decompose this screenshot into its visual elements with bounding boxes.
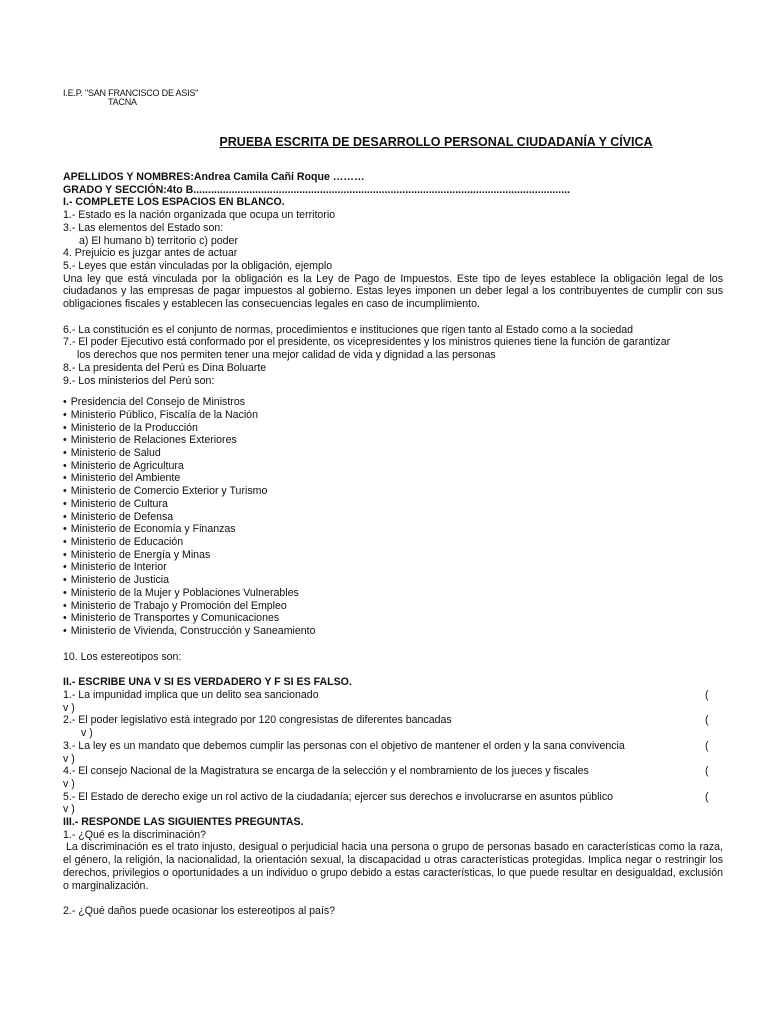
ministries-list <box>63 396 723 637</box>
ministry-item: • Ministerio del Ambiente <box>63 472 723 485</box>
ministry-item: • Ministerio de Transportes y Comunicaciones <box>63 612 723 625</box>
question-3: 3.- Las elementos del Estado son: <box>63 221 224 234</box>
question-7-continued: los derechos que nos permiten tener una mejor calidad de vida y dignidad a las personas <box>77 349 496 362</box>
section2-heading: II.- ESCRIBE UNA V SI ES VERDADERO Y F SI ES FALSO. <box>63 676 352 689</box>
question-6: 6.- La constitución es el conjunto de normas, procedimientos e instituciones que rigen tanto al Estado como a la sociedad <box>63 323 634 336</box>
question-10: 10. Los estereotipos son: <box>63 650 182 663</box>
school-name: I.E.P. "SAN FRANCISCO DE ASIS" <box>63 88 199 98</box>
true-false-statement: 3.- La ley es un mandato que debemos cumplir las personas con el objetivo de mantener el orden y la sana convivencia <box>63 739 625 752</box>
true-false-item <box>63 765 723 778</box>
ministry-item: • Ministerio Público, Fiscalía de la Nación <box>63 409 723 422</box>
question-5-answer: Una ley que está vinculada por la obligación es la Ley de Pago de Impuestos. Este tipo de leyes establece la obligación legal de los ciudadanos y las empresas de pagar impuestos al gobierno. Estas leyes imponen un deber legal a los contribuyentes de cumplir con sus obligaciones fiscales y establecen las consecuencias legales en caso de incumplimiento. <box>63 272 723 311</box>
school-city: TACNA <box>108 97 137 107</box>
ministry-item: • Ministerio de la Mujer y Poblaciones Vulnerables <box>63 587 723 600</box>
section3-answer-1: La discriminación es el trato injusto, desigual o perjudicial hacia una persona o grupo de personas basado en características como la raza, el género, la religión, la nacionalidad, la orientación sexual, la discapacidad u otras características protegidas. Implica negar o restringir los derechos, privilegios o oportunidades a un individuo o grupo debido a estas características, lo que puede resultar en desigualdad, exclusión o marginalización. <box>63 841 723 892</box>
ministry-item: • Ministerio de Comercio Exterior y Turismo <box>63 485 723 498</box>
ministry-item: • Ministerio de Agricultura <box>63 460 723 473</box>
ministry-item: • Ministerio de la Producción <box>63 422 723 435</box>
answer-paren-open: ( <box>705 689 709 702</box>
section3-heading: III.- RESPONDE LAS SIGUIENTES PREGUNTAS. <box>63 816 304 829</box>
ministry-item: • Presidencia del Consejo de Ministros <box>63 396 723 409</box>
ministry-item: • Ministerio de Relaciones Exteriores <box>63 434 723 447</box>
section1-heading: I.- COMPLETE LOS ESPACIOS EN BLANCO. <box>63 196 285 209</box>
true-false-statement: 1.- La impunidad implica que un delito sea sancionado <box>63 689 319 702</box>
true-false-item <box>63 791 723 804</box>
exam-body <box>63 171 723 918</box>
section3-question-2: 2.- ¿Qué daños puede ocasionar los estereotipos al país? <box>63 905 336 918</box>
true-false-statement: 5.- El Estado de derecho exige un rol activo de la ciudadanía; ejercer sus derechos e involucrarse en asuntos público <box>63 790 614 803</box>
question-4: 4. Prejuicio es juzgar antes de actuar <box>63 247 238 260</box>
ministry-item: • Ministerio de Cultura <box>63 498 723 511</box>
answer-paren-open: ( <box>705 714 709 727</box>
question-8: 8.- La presidenta del Perú es Dina Boluarte <box>63 361 267 374</box>
question-7: 7.- El poder Ejecutivo está conformado por el presidente, os vicepresidentes y los ministros quienes tiene la función de garantizar <box>63 336 671 349</box>
ministry-item: • Ministerio de Educación <box>63 536 723 549</box>
ministry-item: • Ministerio de Vivienda, Construcción y Saneamiento <box>63 625 723 638</box>
question-1: 1.- Estado es la nación organizada que ocupa un territorio <box>63 209 336 222</box>
answer-paren-open: ( <box>705 790 709 803</box>
question-3-answer: a) El humano b) territorio c) poder <box>79 234 238 247</box>
ministry-item: • Ministerio de Energía y Minas <box>63 549 723 562</box>
ministry-item: • Ministerio de Interior <box>63 561 723 574</box>
true-false-answer: v ) <box>81 727 93 740</box>
true-false-statement: 2.- El poder legislativo está integrado por 120 congresistas de diferentes bancadas <box>63 714 452 727</box>
section3-question-1: 1.- ¿Qué es la discriminación? <box>63 828 207 841</box>
true-false-item <box>63 714 723 727</box>
question-9: 9.- Los ministerios del Perú son: <box>63 374 215 387</box>
student-name-line: APELLIDOS Y NOMBRES:Andrea Camila Cañi Roque ……… <box>63 171 365 183</box>
true-false-list <box>63 689 723 816</box>
ministry-item: • Ministerio de Salud <box>63 447 723 460</box>
answer-paren-open: ( <box>705 765 709 778</box>
ministry-item: • Ministerio de Defensa <box>63 511 723 524</box>
true-false-statement: 4.- El consejo Nacional de la Magistratura se encarga de la selección y el nombramiento de los jueces y fiscales <box>63 765 589 778</box>
true-false-answer: v ) <box>63 777 75 790</box>
grade-section-line: GRADO Y SECCIÓN:4to B................................................................................................................................ <box>63 183 571 196</box>
answer-paren-open: ( <box>705 739 709 752</box>
true-false-item <box>63 740 723 753</box>
true-false-answer: v ) <box>63 752 75 765</box>
ministry-item: • Ministerio de Trabajo y Promoción del Empleo <box>63 600 723 613</box>
ministry-item: • Ministerio de Justicia <box>63 574 723 587</box>
exam-title: PRUEBA ESCRITA DE DESARROLLO PERSONAL CIUDADANÍA Y CÍVICA <box>219 135 653 149</box>
question-5: 5.- Leyes que están vinculadas por la obligación, ejemplo <box>63 259 333 272</box>
ministry-item: • Ministerio de Economía y Finanzas <box>63 523 723 536</box>
true-false-item <box>63 689 723 702</box>
true-false-answer: v ) <box>63 701 75 714</box>
true-false-answer: v ) <box>63 803 75 816</box>
